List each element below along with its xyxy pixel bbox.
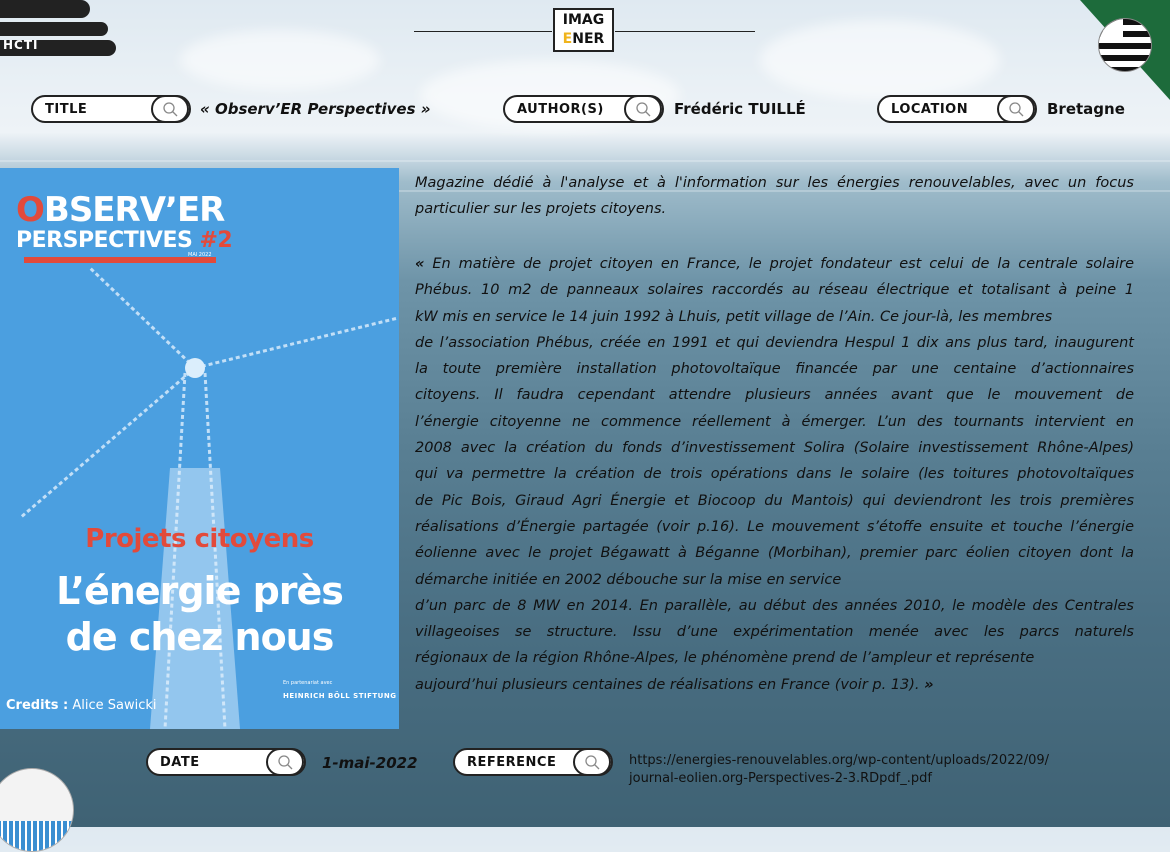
title-label: TITLE	[45, 102, 88, 117]
quote-line: régionaux de la région Rhône-Alpes, le phénomène prend de l’ampleur et représente	[415, 650, 1035, 667]
description-text: Magazine dédié à l'analyse et à l'information sur les énergies renouvelables, avec un focus particulier sur les projets citoyens.	[415, 175, 1134, 217]
quote-text	[415, 251, 1134, 698]
title-search-field[interactable]	[31, 95, 191, 123]
quote-line: éolienne avec le projet Bégawatt à Béganne (Morbihan), premier parc éolien citoyen dont la	[415, 545, 1134, 562]
quote-line: réalisations d’Énergie partagée (voir p.16). Le mouvement s’étoffe ensuite et touche l’énergie	[415, 518, 1134, 535]
reference-line-2: journal-eolien.org-Perspectives-2-3.RDpdf_.pdf	[629, 771, 932, 786]
location-search-button[interactable]	[997, 95, 1035, 123]
location-value: Bretagne	[1047, 100, 1125, 118]
wave-line	[0, 160, 1170, 162]
date-label: DATE	[160, 755, 200, 770]
author-search-field[interactable]	[503, 95, 664, 123]
hcti-logo-text: HCTI	[3, 38, 39, 52]
hcti-logo	[0, 0, 118, 60]
image-credits	[6, 698, 157, 713]
author-value: Frédéric TUILLÉ	[674, 100, 806, 118]
cover-headline-line-2: de chez nous	[65, 615, 334, 659]
search-icon	[635, 101, 653, 119]
date-search-button[interactable]	[266, 748, 304, 776]
brand-ner: NER	[572, 31, 605, 47]
quote-line: citoyens. Il faudra cependant attendre plusieurs années avant que le mouvement de	[415, 387, 1134, 404]
cover-subtitle: PERSPECTIVES #2	[16, 228, 233, 253]
reference-label: REFERENCE	[467, 755, 557, 770]
quote-line: 2008 avec la création du fonds d’investissement Solira (Solaire investissement Rhône-Alpes)	[415, 440, 1134, 457]
cover-date: MAI 2022	[188, 252, 212, 258]
quote-line: la toute première installation photovoltaïque financée par une centaine d’actionnaires	[415, 361, 1134, 378]
quote-line: qui va permettre la création de trois opérations dans le solaire (les toitures photovoltaïques	[415, 466, 1134, 483]
divider-right	[615, 31, 755, 32]
author-label: AUTHOR(S)	[517, 102, 604, 117]
reference-search-field[interactable]	[453, 748, 613, 776]
cover-headline-line-1: L’énergie près	[56, 569, 343, 613]
search-icon	[1008, 101, 1026, 119]
cover-partner-name: HEINRICH BÖLL STIFTUNG	[283, 692, 397, 700]
quote-line: démarche initiée en 2002 débouche sur la mise en service	[415, 571, 842, 588]
quote-line: aujourd’hui plusieurs centaines de réalisations en France (voir p. 13). »	[415, 676, 934, 693]
credits-label: Credits :	[6, 698, 69, 713]
quote-line: villageoises se structure. Issu d’une expérimentation menée avec les parcs naturels	[415, 624, 1134, 641]
imagener-logo	[553, 8, 614, 52]
magazine-cover-image	[0, 168, 399, 729]
quote-line: l’énergie citoyenne ne commence réellement à émerger. L’un des tournants intervient en	[415, 413, 1134, 430]
brand-line-2	[555, 30, 612, 48]
bretagne-flag-icon	[1098, 18, 1152, 72]
divider-left	[414, 31, 552, 32]
reference-line-1: https://energies-renouvelables.org/wp-content/uploads/2022/09/	[629, 753, 1050, 768]
location-search-field[interactable]	[877, 95, 1037, 123]
cover-masthead: OBSERV’ER	[16, 190, 225, 230]
cloud	[760, 20, 1000, 100]
quote-line: de l’association Phébus, créée en 1991 et qui deviendra Hespul 1 dix ans plus tard, inaugurent	[415, 334, 1134, 351]
reference-search-button[interactable]	[573, 748, 611, 776]
quote-line: de Pic Bois, Giraud Agri Énergie et Biocoop du Mantois) qui deviendront les trois premières	[415, 492, 1134, 509]
cover-headline	[0, 568, 399, 660]
cover-kicker: Projets citoyens	[85, 524, 314, 554]
cloud	[180, 30, 380, 90]
quote-line: « En matière de projet citoyen en France, le projet fondateur est celui de la centrale solaire	[415, 256, 1134, 272]
reference-link[interactable]	[629, 752, 1049, 788]
title-value: « Observ’ER Perspectives »	[200, 100, 431, 118]
search-icon	[584, 754, 602, 772]
quote-line: d’un parc de 8 MW en 2014. En parallèle, au début des années 2010, le modèle des Centrales	[415, 597, 1134, 614]
brand-line-1: IMAG	[562, 12, 605, 28]
date-value: 1-mai-2022	[322, 754, 418, 772]
cover-partner-label: En partenariat avec	[283, 680, 333, 686]
quote-line: kW mis en service le 14 juin 1992 à Lhuis, petit village de l’Ain. Ce jour-là, les membres	[415, 308, 1053, 325]
brand-e: E	[562, 31, 573, 47]
search-icon	[277, 754, 295, 772]
date-search-field[interactable]	[146, 748, 306, 776]
search-icon	[162, 101, 180, 119]
village-logo-icon	[0, 768, 74, 852]
title-search-button[interactable]	[151, 95, 189, 123]
quote-line: Phébus. 10 m2 de panneaux solaires raccordés au réseau électrique et totalisant à peine 1	[415, 282, 1134, 299]
location-label: LOCATION	[891, 102, 969, 117]
credits-name: Alice Sawicki	[68, 698, 157, 713]
author-search-button[interactable]	[624, 95, 662, 123]
